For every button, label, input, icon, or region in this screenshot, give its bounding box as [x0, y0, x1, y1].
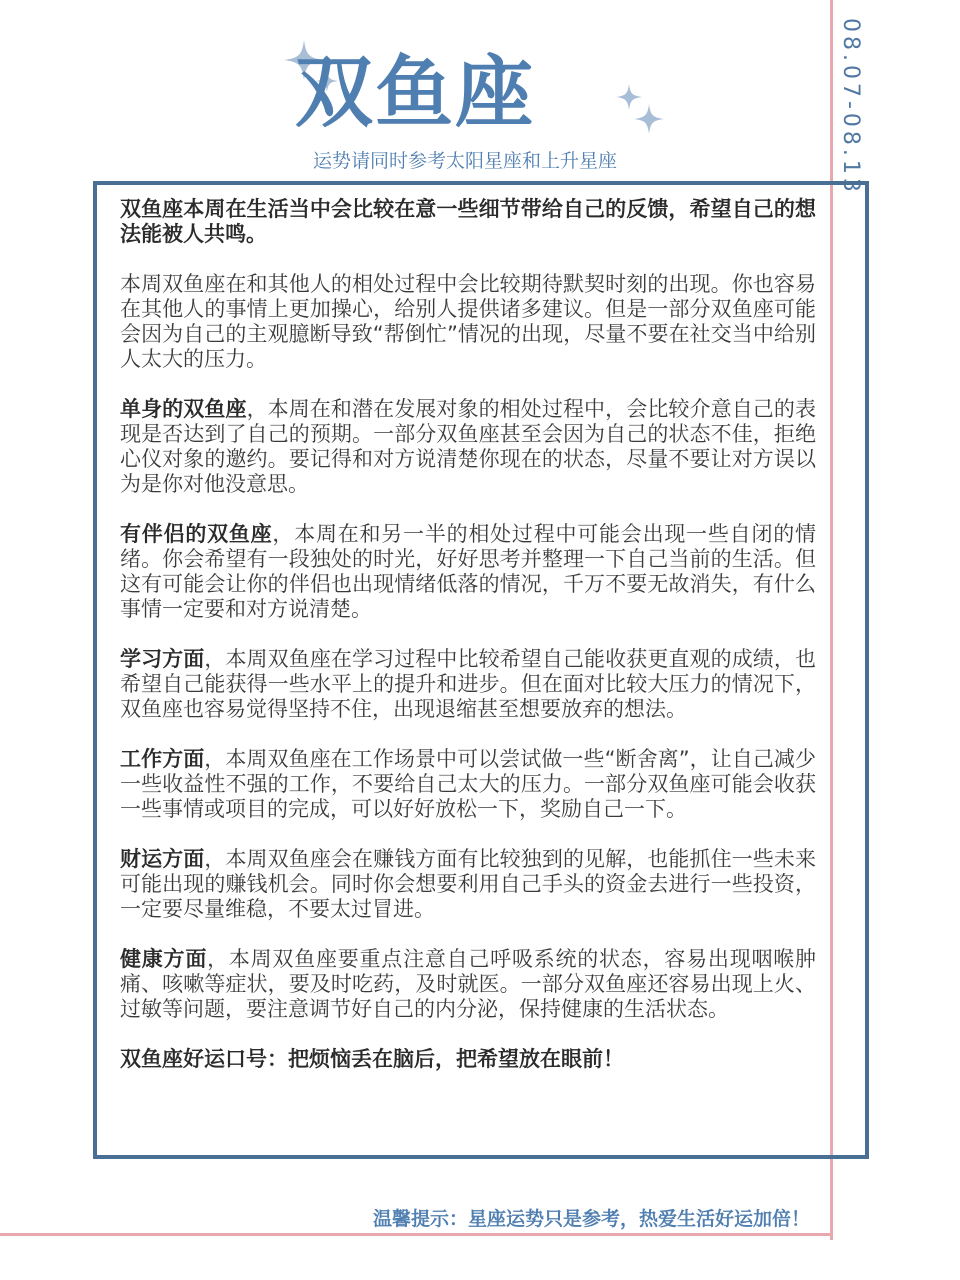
section-label: 工作方面 [120, 747, 205, 771]
footer-note: 温馨提示：星座运势只是参考，热爱生活好运加倍！ [372, 1208, 810, 1230]
section-single: 单身的双鱼座，本周在和潜在发展对象的相处过程中，会比较介意自己的表现是否达到了自己的预期。一部分双鱼座甚至会因为自己的状态不佳，拒绝心仪对象的邀约。要记得和对方说清楚你现在的状态，尽量不要让对方误以为是你对他没意思。 [120, 397, 816, 496]
section-partnered: 有伴侣的双鱼座，本周在和另一半的相处过程中可能会出现一些自闭的情绪。你会希望有一段独处的时光，好好思考并整理一下自己当前的生活。但这有可能会让你的伴侣也出现情绪低落的情况，千万不要无故消失，有什么事情一定要和对方说清楚。 [120, 522, 817, 621]
page-title: 双鱼座 [294, 48, 535, 138]
section-label: 健康方面 [120, 947, 208, 971]
section-study: 学习方面，本周双鱼座在学习过程中比较希望自己能收获更直观的成绩，也希望自己能获得一些水平上的提升和进步。但在面对比较大压力的情况下，双鱼座也容易觉得坚持不住，出现退缩甚至想要放弃的想法。 [120, 647, 816, 721]
section-label: 单身的双鱼座 [120, 397, 247, 421]
slogan: 双鱼座好运口号：把烦恼丢在脑后，把希望放在眼前！ [120, 1047, 624, 1071]
overview-paragraph: 本周双鱼座在和其他人的相处过程中会比较期待默契时刻的出现。你也容易在其他人的事情上更加操心，给别人提供诸多建议。但是一部分双鱼座可能会因为自己的主观臆断导致“帮倒忙”情况的出现，尽量不要在社交当中给别人太大的压力。 [120, 272, 816, 371]
page-subtitle: 运势请同时参考太阳星座和上升星座 [312, 150, 617, 172]
section-wealth: 财运方面，本周双鱼座会在赚钱方面有比较独到的见解，也能抓住一些未来可能出现的赚钱机会。同时你会想要利用自己手头的资金去进行一些投资，一定要尽量维稳，不要太过冒进。 [120, 847, 816, 921]
section-health: 健康方面，本周双鱼座要重点注意自己呼吸系统的状态，容易出现咽喉肿痛、咳嗽等症状，要及时吃药，及时就医。一部分双鱼座还容易出现上火、过敏等问题，要注意调节好自己的内分泌，保持健康的生活状态。 [120, 947, 817, 1021]
decorative-horizontal-line [0, 1233, 833, 1236]
section-label: 财运方面 [120, 847, 205, 871]
section-label: 学习方面 [120, 647, 205, 671]
section-work: 工作方面，本周双鱼座在工作场景中可以尝试做一些“断舍离”，让自己减少一些收益性不强的工作，不要给自己太大的压力。一部分双鱼座可能会收获一些事情或项目的完成，可以好好放松一下，奖励自己一下。 [120, 747, 817, 821]
horoscope-content [120, 197, 816, 1097]
date-range: 08.07-08.13 [838, 18, 863, 196]
section-label: 有伴侣的双鱼座 [120, 522, 273, 546]
intro-paragraph: 双鱼座本周在生活当中会比较在意一些细节带给自己的反馈，希望自己的想法能被人共鸣。 [120, 197, 816, 246]
